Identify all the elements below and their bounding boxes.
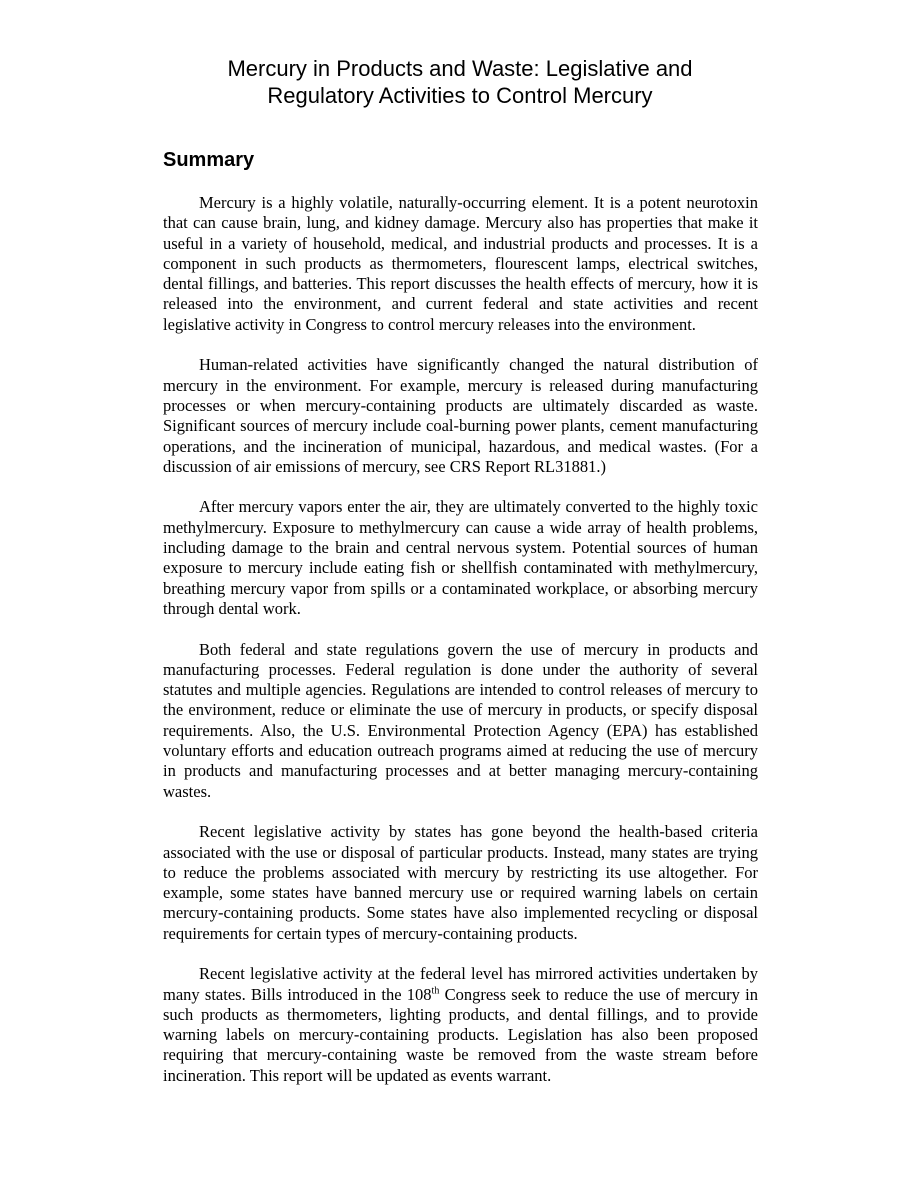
paragraph-1: Mercury is a highly volatile, naturally-occurring element. It is a potent neurotoxin that can cause brain, lung, and kidney damage. Mercury also has properties that make it useful in a variety of household, medical, and industrial products and processes. It is a component in such products as thermometers, flourescent lamps, electrical switches, dental fillings, and batteries. This report discusses the health effects of mercury, how it is released into the environment, and current federal and state activities and recent legislative activity in Congress to control mercury releases into the environment. bbox=[163, 193, 758, 334]
section-heading-summary: Summary bbox=[163, 149, 255, 171]
summary-body bbox=[163, 193, 758, 1106]
title-line-2: Regulatory Activities to Control Mercury bbox=[267, 83, 653, 108]
ordinal-superscript: th bbox=[431, 985, 440, 997]
paragraph-6-part-2: Congress seek to reduce the use of mercury in such products as thermometers, lighting products, and dental fillings, and to provide warning labels on mercury-containing products. Legislation has also been proposed requiring that mercury-containing waste be removed from the waste stream before incineration. This report will be updated as events warrant. bbox=[163, 984, 758, 1085]
paragraph-4: Both federal and state regulations govern the use of mercury in products and manufacturing processes. Federal regulation is done under the authority of several statutes and multiple agencies. Regulations are intended to control releases of mercury to the environment, reduce or eliminate the use of mercury in products, or specify disposal requirements. Also, the U.S. Environmental Protection Agency (EPA) has established voluntary efforts and education outreach programs aimed at reducing the use of mercury in products and manufacturing processes and at better managing mercury-containing wastes. bbox=[163, 639, 758, 801]
document-title bbox=[130, 55, 790, 109]
paragraph-6-part-1: Recent legislative activity at the federal level has mirrored activities undertaken by many states. Bills introduced in the 108 bbox=[163, 964, 758, 1004]
paragraph-2: Human-related activities have significantly changed the natural distribution of mercury in the environment. For example, mercury is released during manufacturing processes or when mercury-containing products are ultimately discarded as waste. Significant sources of mercury include coal-burning power plants, cement manufacturing operations, and the incineration of municipal, hazardous, and medical wastes. (For a discussion of air emissions of mercury, see CRS Report RL31881.) bbox=[163, 355, 758, 476]
paragraph-5: Recent legislative activity by states has gone beyond the health-based criteria associated with the use or disposal of particular products. Instead, many states are trying to reduce the problems associated with mercury by restricting its use altogether. For example, some states have banned mercury use or required warning labels on certain mercury-containing products. Some states have also implemented recycling or disposal requirements for certain types of mercury-containing products. bbox=[163, 822, 758, 943]
paragraph-3: After mercury vapors enter the air, they are ultimately converted to the highly toxic methylmercury. Exposure to methylmercury can cause a wide array of health problems, including damage to the brain and central nervous system. Potential sources of human exposure to mercury include eating fish or shellfish contaminated with methylmercury, breathing mercury vapor from spills or a contaminated workplace, or absorbing mercury through dental work. bbox=[163, 497, 758, 618]
paragraph-6 bbox=[163, 964, 758, 1086]
title-line-1: Mercury in Products and Waste: Legislative and bbox=[227, 56, 693, 81]
